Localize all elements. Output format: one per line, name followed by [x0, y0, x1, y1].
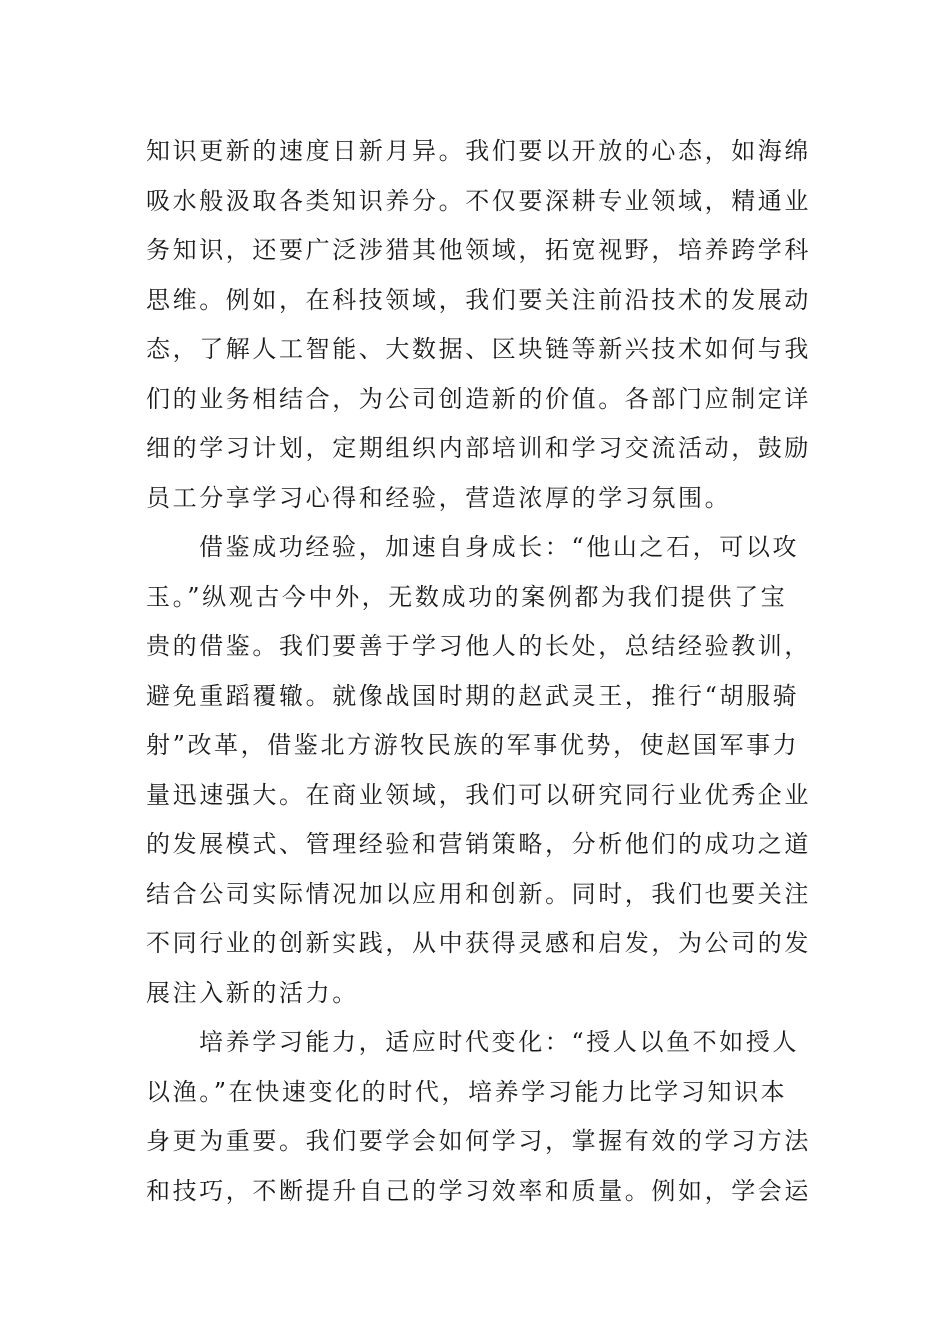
text-line: 知识更新的速度日新月异。我们要以开放的心态，如海绵: [146, 137, 811, 165]
text-line: 量迅速强大。在商业领域，我们可以研究同行业优秀企业: [146, 780, 811, 809]
text-line: 避免重蹈覆辙。就像战国时期的赵武灵王，推行“胡服骑: [146, 681, 800, 710]
text-line: 的发展模式、管理经验和营销策略，分析他们的成功之道: [146, 830, 811, 858]
text-line: 培养学习能力，适应时代变化：“授人以鱼不如授人: [199, 1028, 800, 1056]
text-line: 思维。例如，在科技领域，我们要关注前沿技术的发展动: [146, 285, 811, 314]
text-line: 玉。”纵观古今中外，无数成功的案例都为我们提供了宝: [146, 582, 788, 611]
text-line: 以渔。”在快速变化的时代，培养学习能力比学习知识本: [146, 1077, 788, 1106]
paragraph-learning-ability: [146, 1018, 811, 1216]
text-line: 借鉴成功经验，加速自身成长：“他山之石，可以攻: [199, 533, 800, 561]
text-line: 们的业务相结合，为公司创造新的价值。各部门应制定详: [146, 384, 811, 413]
text-line: 结合公司实际情况加以应用和创新。同时，我们也要关注: [146, 879, 811, 908]
text-line: 展注入新的活力。: [146, 978, 359, 1007]
text-line: 不同行业的创新实践，从中获得灵感和启发，为公司的发: [146, 929, 811, 957]
text-line: 细的学习计划，定期组织内部培训和学习交流活动，鼓励: [146, 434, 811, 462]
text-line: 和技巧，不断提升自己的学习效率和质量。例如，学会运: [146, 1176, 811, 1205]
text-line: 务知识，还要广泛涉猎其他领域，拓宽视野，培养跨学科: [146, 236, 811, 264]
text-line: 吸水般汲取各类知识养分。不仅要深耕专业领域，精通业: [146, 186, 811, 215]
text-line: 员工分享学习心得和经验，营造浓厚的学习氛围。: [146, 483, 732, 512]
paragraph-learn-from-success: [146, 523, 811, 1018]
text-line: 身更为重要。我们要学会如何学习，掌握有效的学习方法: [146, 1127, 811, 1155]
text-line: 态，了解人工智能、大数据、区块链等新兴技术如何与我: [146, 335, 811, 363]
text-line: 射”改革，借鉴北方游牧民族的军事优势，使赵国军事力: [146, 731, 800, 759]
text-line: 贵的借鉴。我们要善于学习他人的长处，总结经验教训，: [146, 632, 811, 660]
paragraph-knowledge-update: [146, 127, 811, 523]
document-body: [146, 127, 811, 1216]
